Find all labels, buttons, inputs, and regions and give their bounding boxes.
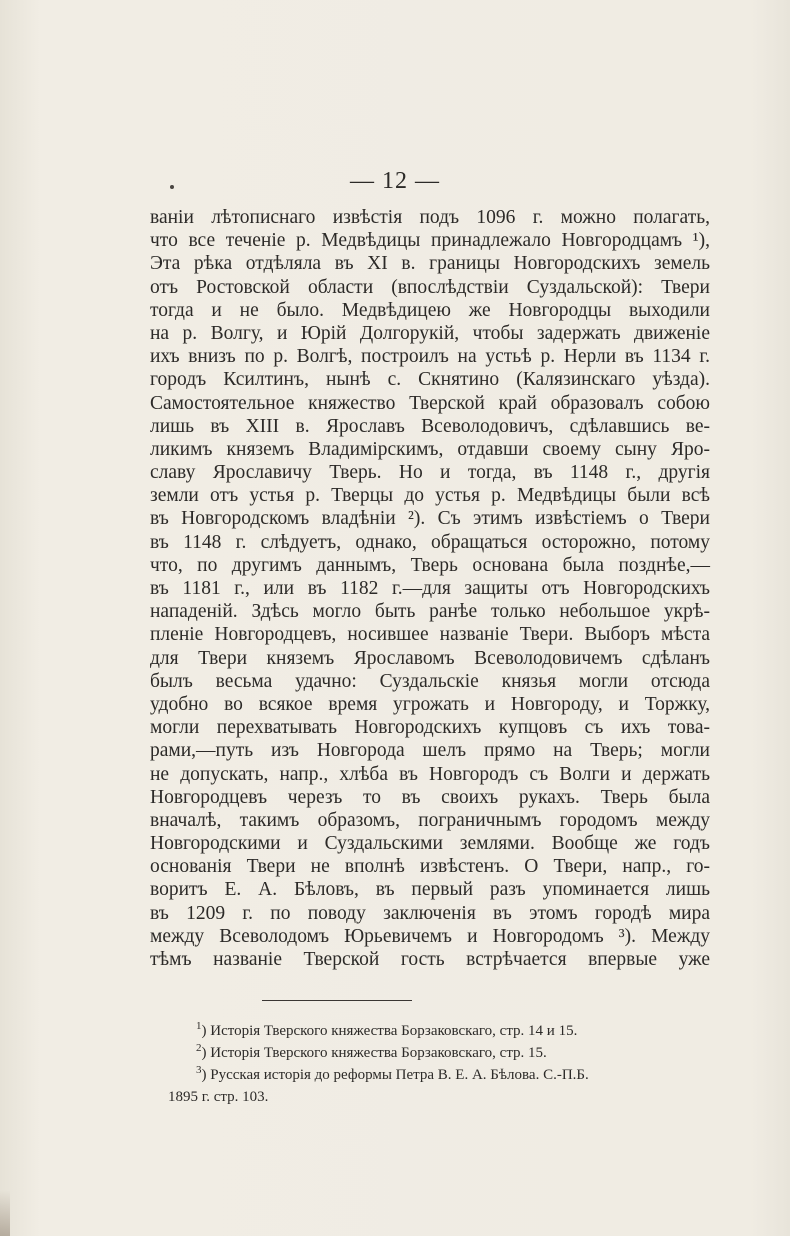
body-line: Эта рѣка отдѣляла въ XI в. границы Новгородскихъ земель — [150, 253, 710, 275]
body-line: что все теченiе р. Медвѣдицы принадлежало Новгородцамъ ¹), — [150, 230, 710, 252]
footnote-text: ) Русская исторiя до реформы Петра В. Е. А. Бѣлова. С.-П.Б. — [201, 1067, 589, 1083]
page-edge-shadow — [0, 1190, 10, 1236]
footnote — [196, 1064, 716, 1086]
body-line: воритъ Е. А. Бѣловъ, въ первый разъ упоминается лишь — [150, 879, 710, 901]
body-line: между Всеволодомъ Юрьевичемъ и Новгородомъ ³). Между — [150, 925, 710, 947]
body-text — [150, 206, 710, 971]
body-line: могли перехватывать Новгородскихъ купцовъ съ ихъ това- — [150, 717, 710, 739]
body-line: удобно во всякое время угрожать и Новгороду, и Торжку, — [150, 693, 710, 715]
body-line: пленiе Новгородцевъ, носившее названiе Твери. Выборъ мѣста — [150, 624, 710, 646]
body-line: тѣмъ названiе Тверской гость встрѣчается впервые уже — [150, 949, 710, 970]
body-line: былъ весьма удачно: Суздальскiе князья могли отсюда — [150, 670, 710, 692]
page-number: — 12 — — [350, 168, 440, 194]
body-line: основанiя Твери не вполнѣ извѣстенъ. О Твери, напр., го- — [150, 856, 710, 878]
footnote-text: ) Исторiя Тверского княжества Борзаковскаго, стр. 15. — [201, 1045, 547, 1061]
footnotes — [168, 1020, 716, 1108]
footnote-mark: 3 — [196, 1064, 202, 1076]
body-line: не допускать, напр., хлѣба въ Новгородъ съ Волги и держать — [150, 763, 710, 785]
body-line: вначалѣ, такимъ образомъ, пограничнымъ городомъ между — [150, 809, 710, 831]
body-line: славу Ярославичу Тверь. Но и тогда, въ 1148 г., другiя — [150, 462, 710, 484]
body-line: городъ Ксилтинъ, нынѣ с. Скнятино (Калязинскаго уѣзда). — [150, 369, 710, 391]
footnote-mark: 1 — [196, 1020, 202, 1032]
body-line: Самостоятельное княжество Тверской край образовалъ собою — [150, 392, 710, 414]
body-line: для Твери княземъ Ярославомъ Всеволодовичемъ сдѣланъ — [150, 647, 710, 669]
body-line: отъ Ростовской области (впослѣдствiи Суздальской): Твери — [150, 276, 710, 298]
body-line: Новгородцевъ черезъ то въ своихъ рукахъ. Тверь была — [150, 786, 710, 808]
body-line: на р. Волгу, и Юрiй Долгорукiй, чтобы задержать движенiе — [150, 322, 710, 344]
body-line: ванiи лѣтописнаго извѣстiя подъ 1096 г. можно полагать, — [150, 207, 710, 228]
body-line: въ 1209 г. по поводу заключенiя въ этомъ городѣ мира — [150, 902, 710, 924]
body-line: нападенiй. Здѣсь могло быть ранѣе только небольшое укрѣ- — [150, 601, 710, 623]
body-line: лишь въ XIII в. Ярославъ Всеволодовичъ, сдѣлавшись ве- — [150, 415, 710, 437]
footnote — [196, 1042, 716, 1064]
body-line: земли отъ устья р. Тверцы до устья р. Медвѣдицы были всѣ — [150, 485, 710, 507]
footnote-mark: 2 — [196, 1042, 202, 1054]
body-line: Новгородскими и Суздальскими землями. Вообще же годъ — [150, 833, 710, 855]
footnote-text: ) Исторiя Тверского княжества Борзаковскаго, стр. 14 и 15. — [201, 1023, 578, 1039]
body-line: въ 1148 г. слѣдуетъ, однако, обращаться осторожно, потому — [150, 531, 710, 553]
footnote — [196, 1020, 716, 1042]
body-line: рами,—путь изъ Новгорода шелъ прямо на Тверь; могли — [150, 740, 710, 762]
body-line: тогда и не было. Медвѣдицею же Новгородцы выходили — [150, 299, 710, 321]
footnote-separator — [262, 1000, 412, 1001]
body-line: ликимъ княземъ Владимiрскимъ, отдавши своему сыну Яро- — [150, 438, 710, 460]
body-line: ихъ внизъ по р. Волгѣ, построилъ на устьѣ р. Нерли въ 1134 г. — [150, 346, 710, 368]
body-line: въ Новгородскомъ владѣнiи ²). Съ этимъ извѣстiемъ о Твери — [150, 508, 710, 530]
body-line: въ 1181 г., или въ 1182 г.—для защиты отъ Новгородскихъ — [150, 578, 710, 599]
body-line: что, по другимъ даннымъ, Тверь основана была позднѣе,— — [150, 554, 710, 576]
footnote-continuation: 1895 г. стр. 103. — [168, 1089, 269, 1105]
